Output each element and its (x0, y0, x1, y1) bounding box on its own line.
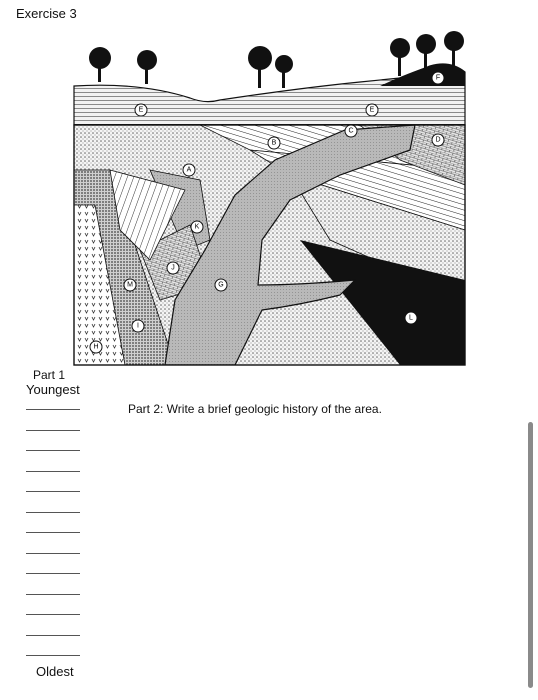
tree-icon (248, 46, 272, 88)
oldest-label: Oldest (36, 664, 74, 679)
svg-text:E: E (369, 106, 375, 114)
part1-heading: Part 1 (33, 368, 66, 382)
answer-blank[interactable] (26, 573, 80, 574)
unit-label-b (268, 137, 280, 149)
tree-icon (444, 31, 464, 68)
answer-blank[interactable] (26, 553, 80, 554)
answer-blank[interactable] (26, 512, 80, 513)
svg-text:K: K (194, 223, 200, 231)
unit-label-a (183, 164, 195, 176)
tree-icon (390, 38, 410, 76)
unit-label-j (167, 262, 179, 274)
unit-label-m (124, 279, 136, 291)
unit-label-e-left (135, 104, 147, 116)
answer-blank[interactable] (26, 532, 80, 533)
answer-blank[interactable] (26, 430, 80, 431)
tree-icon (137, 50, 157, 84)
unit-label-h (90, 341, 102, 353)
tree-icon (89, 47, 111, 82)
unit-label-g (215, 279, 227, 291)
answer-blank[interactable] (26, 635, 80, 636)
svg-text:A: A (186, 166, 192, 174)
svg-text:D: D (435, 136, 441, 144)
answer-blank[interactable] (26, 614, 80, 615)
unit-label-f (432, 72, 444, 84)
unit-label-e-right (366, 104, 378, 116)
vertical-scrollbar[interactable] (528, 422, 533, 688)
unit-label-l (405, 312, 417, 324)
layer-e-top (74, 64, 465, 125)
svg-text:L: L (409, 314, 413, 322)
unit-label-i (132, 320, 144, 332)
tree-icon (275, 55, 293, 88)
unit-label-d (432, 134, 444, 146)
svg-text:M: M (127, 281, 133, 289)
answer-blank[interactable] (26, 409, 80, 410)
answer-blank[interactable] (26, 655, 80, 656)
svg-text:F: F (435, 74, 441, 82)
answer-blank[interactable] (26, 471, 80, 472)
svg-text:C: C (348, 127, 354, 135)
answer-blank[interactable] (26, 491, 80, 492)
part2-prompt: Part 2: Write a brief geologic history of the area. (128, 402, 382, 416)
svg-text:H: H (93, 343, 99, 351)
svg-text:J: J (171, 264, 175, 272)
answer-blank[interactable] (26, 450, 80, 451)
unit-label-c (345, 125, 357, 137)
exercise-title: Exercise 3 (16, 6, 77, 21)
svg-text:B: B (271, 139, 277, 147)
svg-text:I: I (137, 322, 139, 330)
unit-label-k (191, 221, 203, 233)
svg-text:G: G (218, 281, 224, 289)
svg-text:E: E (138, 106, 144, 114)
answer-blank[interactable] (26, 594, 80, 595)
youngest-label: Youngest (26, 382, 80, 397)
answer-blanks (26, 409, 80, 676)
